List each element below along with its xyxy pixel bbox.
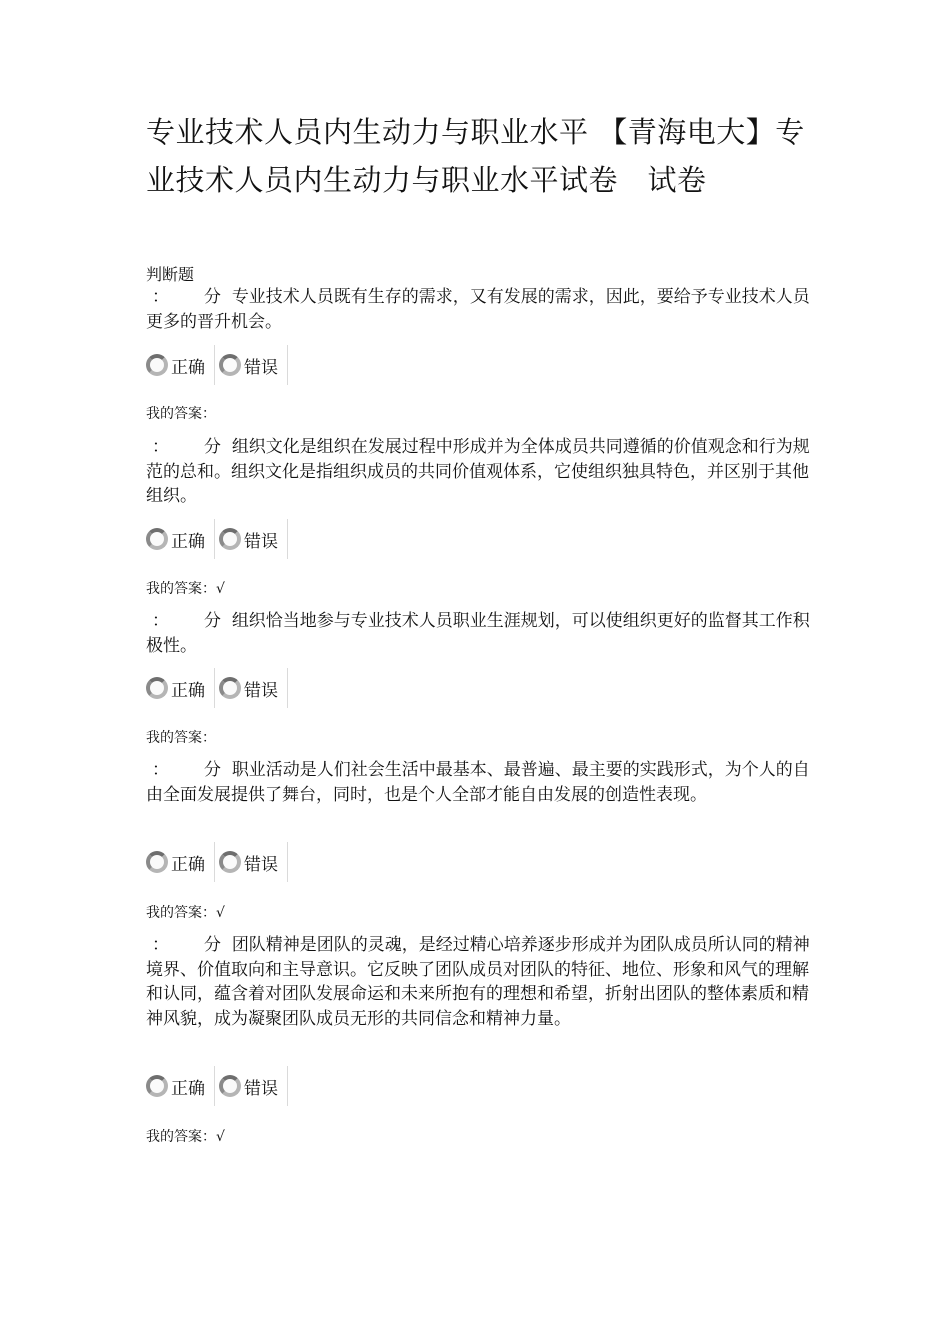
question-points: 分: [204, 611, 221, 631]
option-label: 正确: [171, 1078, 205, 1099]
option-label: 错误: [244, 357, 278, 378]
radio-icon[interactable]: [146, 851, 168, 873]
option-true[interactable]: [146, 676, 205, 701]
answer-options: [146, 841, 292, 883]
answer-label: 我的答案：: [146, 406, 216, 422]
answer-options: [146, 667, 292, 709]
question-text: [146, 435, 810, 509]
option-false[interactable]: [219, 527, 278, 552]
option-divider: [214, 519, 215, 559]
question-colon: ：: [152, 611, 169, 631]
question-points: 分: [204, 760, 221, 780]
my-answer: [146, 727, 216, 747]
option-label: 正确: [171, 854, 205, 875]
option-false[interactable]: [219, 676, 278, 701]
answer-label: 我的答案：: [146, 905, 216, 921]
document-title: 专业技术人员内生动力与职业水平 【青海电大】专业技术人员内生动力与职业水平试卷 试卷: [146, 115, 805, 197]
question-colon: ：: [152, 287, 169, 307]
answer-label: 我的答案：: [146, 730, 216, 746]
question-colon: ：: [152, 935, 169, 955]
question-points: 分: [204, 287, 221, 307]
radio-icon[interactable]: [219, 354, 241, 376]
option-divider: [214, 842, 215, 882]
radio-icon[interactable]: [219, 851, 241, 873]
option-divider: [214, 1066, 215, 1106]
radio-icon[interactable]: [146, 354, 168, 376]
option-label: 正确: [171, 531, 205, 552]
answer-options: [146, 1065, 292, 1107]
option-divider: [287, 345, 288, 385]
radio-icon[interactable]: [219, 1075, 241, 1097]
answer-value: √: [216, 581, 225, 597]
question-body: 组织文化是组织在发展过程中形成并为全体成员共同遵循的价值观念和行为规范的总和。组织文化是指组织成员的共同价值观体系，它使组织独具特色，并区别于其他组织。: [146, 437, 810, 506]
answer-label: 我的答案：: [146, 581, 216, 597]
option-true[interactable]: [146, 850, 205, 875]
option-false[interactable]: [219, 1074, 278, 1099]
question-body: 职业活动是人们社会生活中最基本、最普遍、最主要的实践形式，为个人的自由全面发展提供了舞台，同时，也是个人全部才能自由发展的创造性表现。: [146, 760, 810, 805]
option-divider: [214, 345, 215, 385]
option-divider: [287, 519, 288, 559]
my-answer: [146, 578, 225, 598]
option-label: 错误: [244, 531, 278, 552]
option-divider: [287, 1066, 288, 1106]
question-colon: ：: [152, 760, 169, 780]
option-false[interactable]: [219, 353, 278, 378]
option-divider: [287, 668, 288, 708]
option-label: 错误: [244, 680, 278, 701]
option-label: 正确: [171, 357, 205, 378]
option-true[interactable]: [146, 1074, 205, 1099]
answer-value: √: [216, 1129, 225, 1145]
question-text: [146, 758, 810, 807]
radio-icon[interactable]: [146, 1075, 168, 1097]
radio-icon[interactable]: [219, 528, 241, 550]
question-colon: ：: [152, 437, 169, 457]
my-answer: [146, 403, 216, 423]
option-divider: [287, 842, 288, 882]
question-text: [146, 285, 810, 334]
answer-label: 我的答案：: [146, 1129, 216, 1145]
question-body: 专业技术人员既有生存的需求，又有发展的需求，因此，要给予专业技术人员更多的晋升机会。: [146, 287, 810, 332]
radio-icon[interactable]: [219, 677, 241, 699]
answer-value: √: [216, 905, 225, 921]
option-divider: [214, 668, 215, 708]
option-true[interactable]: [146, 353, 205, 378]
option-label: 正确: [171, 680, 205, 701]
section-heading: 判断题: [146, 265, 195, 284]
option-true[interactable]: [146, 527, 205, 552]
option-label: 错误: [244, 854, 278, 875]
my-answer: [146, 902, 225, 922]
question-points: 分: [204, 437, 221, 457]
question-body: 组织恰当地参与专业技术人员职业生涯规划，可以使组织更好的监督其工作积极性。: [146, 611, 810, 656]
question-text: [146, 609, 810, 658]
option-label: 错误: [244, 1078, 278, 1099]
question-text: [146, 933, 810, 1031]
question-body: 团队精神是团队的灵魂，是经过精心培养逐步形成并为团队成员所认同的精神境界、价值取向和主导意识。它反映了团队成员对团队的特征、地位、形象和风气的理解和认同，蕴含着对团队发展命运和未来所抱有的理想和希望，折射出团队的整体素质和精神风貌，成为凝聚团队成员无形的共同信念和精神力量。: [146, 935, 810, 1029]
radio-icon[interactable]: [146, 528, 168, 550]
answer-options: [146, 518, 292, 560]
question-points: 分: [204, 935, 221, 955]
option-false[interactable]: [219, 850, 278, 875]
radio-icon[interactable]: [146, 677, 168, 699]
answer-options: [146, 344, 292, 386]
my-answer: [146, 1126, 225, 1146]
